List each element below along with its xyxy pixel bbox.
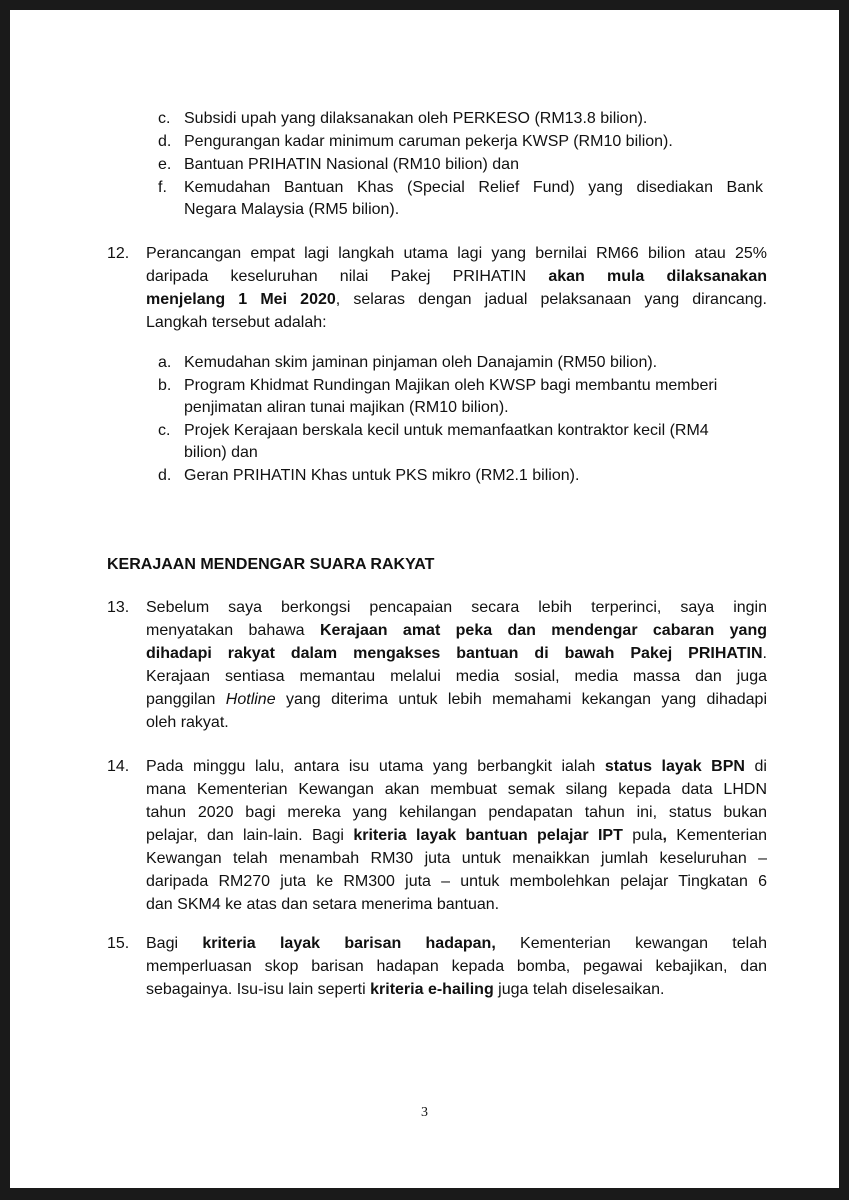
paragraph-number: 12. [107,245,130,262]
list-marker: f. [158,179,167,196]
list-item-text: Negara Malaysia (RM5 bilion). [184,201,400,218]
paragraph-14 [107,755,767,918]
paragraph-text: Kementerian [666,827,767,844]
paragraph-text: daripada keseluruhan nilai Pakej PRIHATIN [146,268,549,285]
paragraph-text: Langkah tersebut adalah: [146,314,327,331]
paragraph-text: . [762,645,767,662]
list-item-text: Subsidi upah yang dilaksanakan oleh PERKESO (RM13.8 bilion). [184,110,648,127]
bold-text: menjelang 1 Mei 2020 [146,291,336,308]
paragraph-text: yang diterima untuk lebih memahami kekangan yang dihadapi [275,691,768,708]
paragraph-text: Perancangan empat lagi langkah utama lagi yang bernilai RM66 bilion atau 25% [146,245,767,262]
bold-text: Kerajaan amat peka dan mendengar cabaran yang [319,622,767,639]
paragraph-text: juga telah diselesaikan. [493,981,665,998]
list-item-text: Bantuan PRIHATIN Nasional (RM10 bilion) dan [184,156,519,173]
bold-text: status layak BPN [604,758,745,775]
paragraph-text: tahun 2020 bagi mereka yang kehilangan pendapatan tahun ini, status bukan [146,804,767,821]
list-item-text: penjimatan aliran tunai majikan (RM10 bilion). [184,399,509,416]
bold-text: kriteria e-hailing [370,981,494,998]
paragraph-text: daripada RM270 juta ke RM300 juta – untuk membolehkan pelajar Tingkatan 6 [146,873,767,890]
paragraph-text: dan SKM4 ke atas dan setara menerima bantuan. [146,896,500,913]
paragraph-text: , selaras dengan jadual pelaksanaan yang dirancang. [335,291,767,308]
bold-text: kriteria layak barisan hadapan, [202,935,496,952]
paragraph-text: Kementerian kewangan telah [495,935,768,952]
list-marker: c. [158,110,171,127]
bold-text: kriteria layak bantuan pelajar IPT [353,827,623,844]
paragraph-text: Bagi [146,935,203,952]
list-marker: b. [158,377,172,394]
list-marker: d. [158,467,172,484]
section-heading: KERAJAAN MENDENGAR SUARA RAKYAT [107,556,435,573]
list-item [158,465,763,487]
paragraph-text: mana Kementerian Kewangan akan membuat semak silang kepada data LHDN [146,781,767,798]
list-item [158,108,763,130]
italic-text: Hotline [225,691,276,708]
paragraph-text: Kewangan telah menambah RM30 juta untuk menaikkan jumlah keseluruhan – [146,850,767,867]
list-item-text: bilion) dan [184,444,258,461]
list-marker: d. [158,133,172,150]
paragraph-12 [107,242,767,337]
list-item-text: Kemudahan Bantuan Khas (Special Relief Fund) yang disediakan Bank [184,179,763,196]
paragraph-number: 14. [107,758,130,775]
paragraph-text: pelajar, dan lain-lain. Bagi [146,827,354,844]
bold-text: , [662,827,667,844]
list-marker: a. [158,354,172,371]
paragraph-text: panggilan [146,691,226,708]
list-item [158,375,763,419]
paragraph-number: 15. [107,935,130,952]
paragraph-text: Sebelum saya berkongsi pencapaian secara lebih terperinci, saya ingin [146,599,767,616]
list-item-text: Projek Kerajaan berskala kecil untuk memanfaatkan kontraktor kecil (RM4 [184,422,709,439]
list-item [158,154,763,176]
page-number: 3 [421,1105,428,1120]
document-page [10,10,839,1188]
list-marker: c. [158,422,171,439]
paragraph-text: pula [622,827,663,844]
list-item-text: Pengurangan kadar minimum caruman pekerja KWSP (RM10 bilion). [184,133,673,150]
paragraph-text: oleh rakyat. [146,714,229,731]
list-item [158,352,763,374]
paragraph-15 [107,932,767,1004]
list-item [158,131,763,153]
bold-text: dihadapi rakyat dalam mengakses bantuan di bawah Pakej PRIHATIN [146,645,763,662]
list-item-text: Geran PRIHATIN Khas untuk PKS mikro (RM2.1 bilion). [184,467,580,484]
paragraph-text: di [744,758,767,775]
paragraph-text: Pada minggu lalu, antara isu utama yang berbangkit ialah [146,758,605,775]
paragraph-text: menyatakan bahawa [146,622,320,639]
paragraph-text: sebagainya. Isu-isu lain seperti [146,981,371,998]
list-item [158,177,763,221]
list-item-text: Kemudahan skim jaminan pinjaman oleh Danajamin (RM50 bilion). [184,354,658,371]
paragraph-number: 13. [107,599,130,616]
list-item [158,420,763,464]
paragraph-text: Kerajaan sentiasa memantau melalui media sosial, media massa dan juga [146,668,767,685]
list-marker: e. [158,156,172,173]
paragraph-13 [107,596,767,736]
bold-text: akan mula dilaksanakan [548,268,768,285]
paragraph-text: memperluasan skop barisan hadapan kepada bomba, pegawai kebajikan, dan [146,958,767,975]
list-item-text: Program Khidmat Rundingan Majikan oleh KWSP bagi membantu memberi [184,377,718,394]
